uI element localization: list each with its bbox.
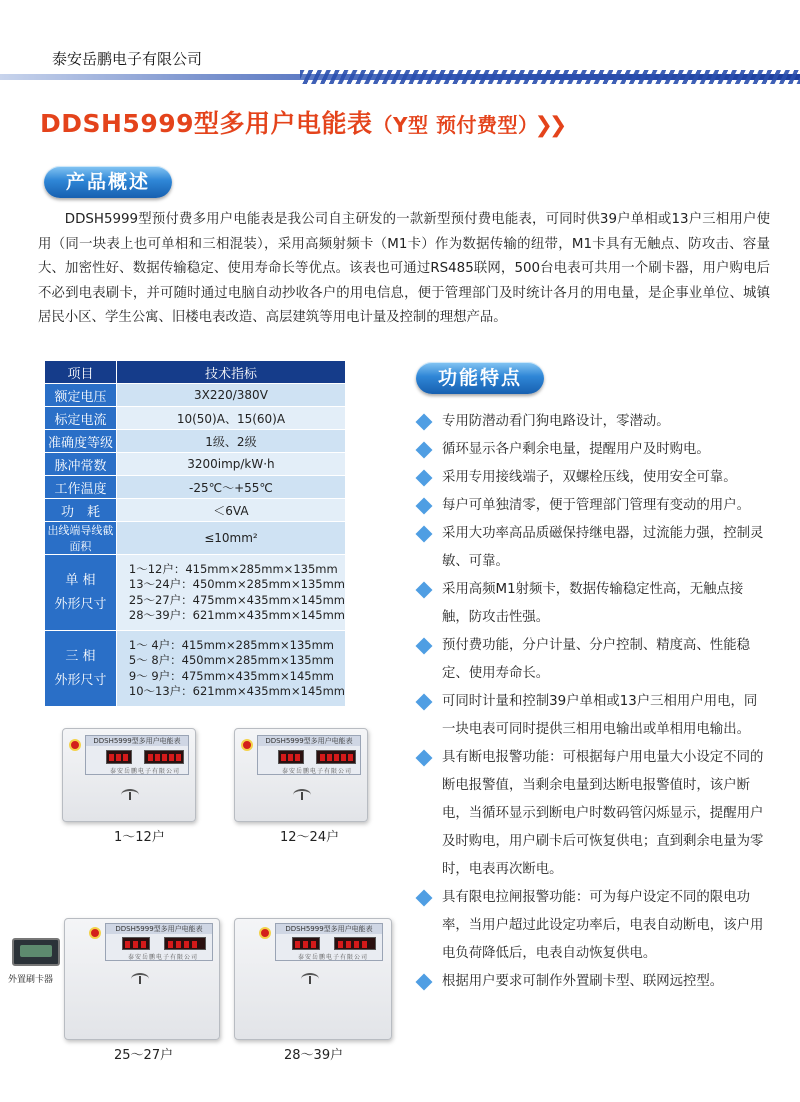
section-overview-heading: 产品概述 (44, 166, 172, 198)
spec-head-item: 项目 (45, 361, 117, 384)
meter-display (122, 937, 150, 950)
diamond-bullet-icon (416, 974, 433, 991)
table-row (45, 407, 346, 430)
dims-line: 25～27户：475mm×435mm×145mm (128, 592, 345, 607)
diamond-bullet-icon (416, 638, 433, 655)
meter-display (334, 937, 376, 950)
spec-key: 额定电压 (45, 384, 117, 407)
spec-key: 出线端导线截面积 (45, 522, 117, 555)
feature-text: 每户可单独清零，便于管理部门管理有变动的用户。 (442, 498, 750, 513)
overview-paragraph: DDSH5999型预付费多用户电能表是我公司自主研发的一款新型预付费电能表，可同时供39户单相或13户三相用户使用（同一块表上也可单相和三相混装），采用高频射频卡（M1卡）作为数据传输的纽带，M1卡具有无触点、防攻击、容量大、加密性好、数据传输稳定、使用寿命长等优点。该表也可通过RS485联网，500台电表可共用一个刷卡器，用户购电后不必到电表刷卡，并可随时通过电脑自动抄收各户的用电信息，便于管理部门及时统计各月的用电量，是企事业单位、城镇居民小区、学生公寓、旧楼电表改造、高层建筑等用电计量及控制的理想产品。 (38, 212, 770, 325)
spec-value: ≤10mm² (116, 522, 345, 555)
spec-value-three (116, 631, 345, 707)
meter-display (164, 937, 206, 950)
card-slot-icon (301, 973, 319, 985)
table-row (45, 499, 346, 522)
feature-text: 采用高频M1射频卡，数据传输稳定性高，无触点接触，防攻击性强。 (442, 582, 744, 625)
spec-key: 工作温度 (45, 476, 117, 499)
table-row (45, 476, 346, 499)
meter-maker: 泰安岳鹏电子有限公司 (128, 954, 199, 961)
meter-display (144, 750, 184, 764)
list-item (414, 464, 770, 492)
reader-caption: 外置刷卡器 (8, 975, 54, 985)
meter-display (106, 750, 132, 764)
spec-value-single (116, 555, 345, 631)
feature-text: 具有限电拉闸报警功能：可为每户设定不同的限电功率，当用户超过此设定功率后，电表自动断电，该户用电负荷降低后，电表自动恢复供电。 (442, 890, 764, 961)
brand-logo-icon (89, 927, 101, 939)
meter-panel (257, 735, 361, 775)
dims-label: 外形尺寸 (54, 596, 107, 612)
table-row (45, 631, 346, 707)
dims-line: 10～13户：621mm×435mm×145mm (128, 684, 345, 698)
list-item (414, 492, 770, 520)
list-item (414, 520, 770, 576)
table-row (45, 384, 346, 407)
feature-text: 专用防潜动看门狗电路设计，零潜动。 (442, 414, 670, 429)
spec-head-value: 技术指标 (116, 361, 345, 384)
spec-key: 脉冲常数 (45, 453, 117, 476)
external-card-reader-image (12, 938, 60, 966)
meter-display (316, 750, 356, 764)
meter-label: DDSH5999型多用户电能表 (86, 736, 188, 746)
company-name: 泰安岳鹏电子有限公司 (52, 50, 203, 68)
card-slot-icon (121, 789, 139, 801)
meter-panel (275, 923, 383, 961)
caption-28-39: 28～39户 (284, 1048, 344, 1063)
feature-text: 采用大功率高品质磁保持继电器，过流能力强，控制灵敏、可靠。 (442, 526, 764, 569)
diamond-bullet-icon (416, 582, 433, 599)
meter-panel (105, 923, 213, 961)
brand-logo-icon (69, 739, 81, 751)
spec-value: 3200imp/kW·h (116, 453, 345, 476)
table-row (45, 522, 346, 555)
diamond-bullet-icon (416, 750, 433, 767)
spec-value: -25℃～+55℃ (116, 476, 345, 499)
spec-value: ＜6VA (116, 499, 345, 522)
diamond-bullet-icon (416, 414, 433, 431)
list-item (414, 436, 770, 464)
meter-image-12-24 (234, 728, 368, 822)
dims-label: 外形尺寸 (54, 672, 107, 688)
feature-text: 根据用户要求可制作外置刷卡型、联网远控型。 (442, 974, 724, 989)
feature-text: 预付费功能，分户计量、分户控制、精度高、性能稳定、使用寿命长。 (442, 638, 750, 681)
spec-value: 1级、2级 (116, 430, 345, 453)
feature-text: 具有断电报警功能：可根据每户用电量大小设定不同的断电报警值，当剩余电量到达断电报警值时，该户断电，当循环显示到断电户时数码管闪烁显示，提醒用户及时购电，用户刷卡后可恢复供电；直到剩余电量为零时，电表再次断电。 (442, 750, 764, 877)
title-main: DDSH5999型多用户电能表 (40, 109, 373, 138)
spec-table (44, 360, 346, 707)
list-item (414, 408, 770, 436)
diamond-bullet-icon (416, 890, 433, 907)
diamond-bullet-icon (416, 442, 433, 459)
list-item (414, 968, 770, 996)
table-row (45, 430, 346, 453)
meter-display (292, 937, 320, 950)
list-item (414, 632, 770, 688)
meter-panel (85, 735, 189, 775)
page-title (40, 104, 563, 140)
meter-label: DDSH5999型多用户电能表 (276, 924, 382, 934)
dims-line: 9～ 9户：475mm×435mm×145mm (128, 668, 335, 683)
brand-logo-icon (241, 739, 253, 751)
card-slot-icon (131, 973, 149, 985)
spec-value: 10(50)A、15(60)A (116, 407, 345, 430)
caption-25-27: 25～27户 (114, 1048, 174, 1063)
list-item (414, 576, 770, 632)
meter-maker: 泰安岳鹏电子有限公司 (110, 768, 181, 775)
feature-list (414, 408, 770, 996)
header-band (0, 70, 800, 84)
feature-text: 可同时计量和控制39户单相或13户三相用户用电，同一块电表可同时提供三相用电输出或单相用电输出。 (442, 694, 758, 737)
meter-image-1-12 (62, 728, 196, 822)
dims-line: 28～39户：621mm×435mm×145mm (128, 608, 345, 622)
spec-key-three (45, 631, 117, 707)
section-features-heading: 功能特点 (416, 362, 544, 394)
meter-maker: 泰安岳鹏电子有限公司 (282, 768, 353, 775)
spec-key: 准确度等级 (45, 430, 117, 453)
caption-1-12: 1～12户 (114, 830, 165, 845)
card-slot-icon (293, 789, 311, 801)
feature-text: 循环显示各户剩余电量，提醒用户及时购电。 (442, 442, 710, 457)
feature-text: 采用专用接线端子，双螺栓压线，使用安全可靠。 (442, 470, 737, 485)
meter-maker: 泰安岳鹏电子有限公司 (298, 954, 369, 961)
list-item (414, 744, 770, 884)
single-phase-label: 单 相 (65, 572, 96, 588)
diamond-bullet-icon (416, 470, 433, 487)
spec-value: 3X220/380V (116, 384, 345, 407)
spec-key: 功 耗 (45, 499, 117, 522)
three-phase-label: 三 相 (65, 648, 96, 664)
table-row (45, 555, 346, 631)
diamond-bullet-icon (416, 526, 433, 543)
list-item (414, 688, 770, 744)
meter-label: DDSH5999型多用户电能表 (258, 736, 360, 746)
diamond-bullet-icon (416, 694, 433, 711)
dims-line: 1～12户：415mm×285mm×135mm (128, 561, 338, 576)
dims-line: 13～24户：450mm×285mm×135mm (128, 577, 345, 591)
meter-label: DDSH5999型多用户电能表 (106, 924, 212, 934)
spec-key-single (45, 555, 117, 631)
meter-image-28-39 (234, 918, 392, 1040)
chevrons-icon: ❯❯ (534, 113, 564, 138)
diamond-bullet-icon (416, 498, 433, 515)
table-row (45, 453, 346, 476)
dims-line: 1～ 4户：415mm×285mm×135mm (128, 637, 335, 652)
caption-12-24: 12～24户 (280, 830, 340, 845)
dims-line: 5～ 8户：450mm×285mm×135mm (128, 653, 335, 667)
list-item (414, 884, 770, 968)
meter-image-25-27 (64, 918, 220, 1040)
meter-display (278, 750, 304, 764)
spec-key: 标定电流 (45, 407, 117, 430)
brand-logo-icon (259, 927, 271, 939)
title-sub: （Y型 预付费型） (372, 113, 529, 137)
